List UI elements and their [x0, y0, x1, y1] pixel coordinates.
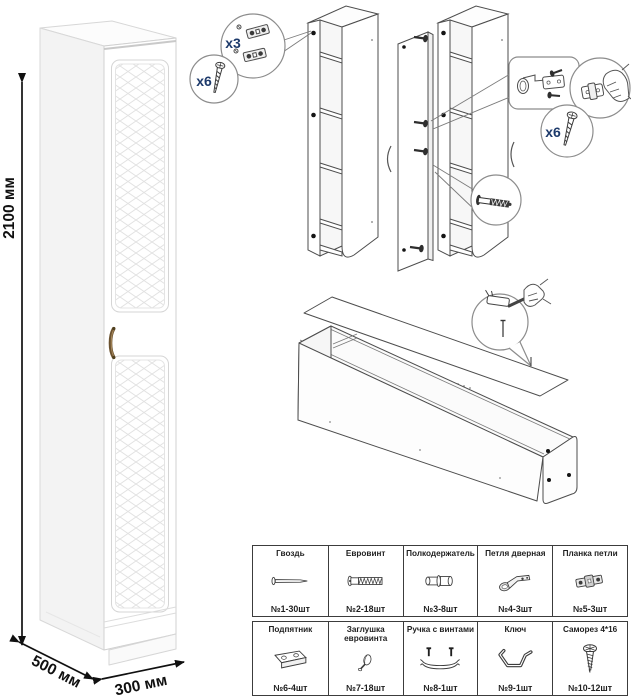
euroscrew-icon — [342, 568, 390, 594]
door-hinge-icon — [491, 568, 539, 594]
part-name: Планка петли — [562, 549, 618, 558]
depth-dimension — [19, 642, 93, 692]
part-qty: №7-18шт — [346, 683, 386, 693]
euroscrew-cap-icon — [342, 651, 390, 675]
foot-plate-icon — [266, 645, 314, 673]
parts-cell-door-hinge — [477, 546, 552, 616]
part-name: Гвоздь — [276, 549, 305, 558]
parts-cell-handle — [403, 622, 478, 695]
screws-right-count-label: x6 — [545, 124, 561, 140]
part-qty: №2-18шт — [346, 604, 386, 614]
cabinet-frame-step — [308, 6, 378, 257]
part-qty: №10-12шт — [568, 683, 613, 693]
screws-callout-right — [541, 105, 593, 157]
parts-cell-shelf-pin — [403, 546, 478, 616]
door-mount-step — [388, 6, 515, 271]
parts-cell-hinge-plate — [552, 546, 627, 616]
height-dimension — [1, 82, 22, 645]
parts-cell-nail — [253, 546, 328, 616]
part-name: Полкодержатель — [406, 549, 475, 558]
height-dimension-label: 2100 мм — [1, 177, 18, 239]
part-qty: №4-3шт — [498, 604, 533, 614]
parts-table-row — [252, 545, 628, 617]
part-qty: №5-3шт — [573, 604, 608, 614]
parts-cell-key — [477, 622, 552, 695]
parts-table-row — [252, 621, 628, 696]
part-name: Подпятник — [268, 625, 313, 634]
back-panel-step — [298, 297, 577, 504]
door-quilt-pattern-top — [112, 60, 169, 312]
tapping-screw-icon — [566, 643, 614, 675]
handle-icon — [414, 645, 466, 673]
part-qty: №8-1шт — [423, 683, 458, 693]
parts-cell-tapping-screw — [552, 622, 627, 695]
parts-table — [252, 545, 628, 696]
door-swing-arc — [388, 146, 392, 172]
screws-left-count-label: x6 — [196, 73, 212, 89]
part-name: Евровинт — [345, 549, 386, 558]
parts-cell-euroscrew-cap — [328, 622, 403, 695]
wardrobe-illustration — [40, 21, 176, 665]
part-qty: №9-1шт — [498, 683, 533, 693]
part-qty: №3-8шт — [423, 604, 458, 614]
parts-cell-foot-plate — [253, 622, 328, 695]
hex-key-icon — [491, 645, 539, 673]
depth-dimension-label: 500 мм — [28, 652, 84, 692]
hinge-plate-count-label: x3 — [225, 35, 241, 51]
door-quilt-pattern-bottom — [112, 356, 169, 612]
shelf-pin-icon — [416, 568, 464, 594]
nail-icon — [266, 568, 314, 594]
parts-cell-euroscrew — [328, 546, 403, 616]
part-qty: №6-4шт — [273, 683, 308, 693]
part-name: Заглушка евровинта — [344, 625, 388, 644]
part-name: Саморез 4*16 — [562, 625, 618, 634]
part-name: Ручка с винтами — [406, 625, 475, 634]
door-swing-arc-right — [511, 142, 514, 167]
part-name: Петля дверная — [485, 549, 546, 558]
width-dimension — [102, 662, 184, 699]
width-dimension-label: 300 мм — [113, 671, 169, 700]
part-name: Ключ — [504, 625, 527, 634]
hinge-plate-icon — [566, 568, 614, 594]
screws-callout-left — [190, 55, 238, 103]
part-qty: №1-30шт — [270, 604, 310, 614]
